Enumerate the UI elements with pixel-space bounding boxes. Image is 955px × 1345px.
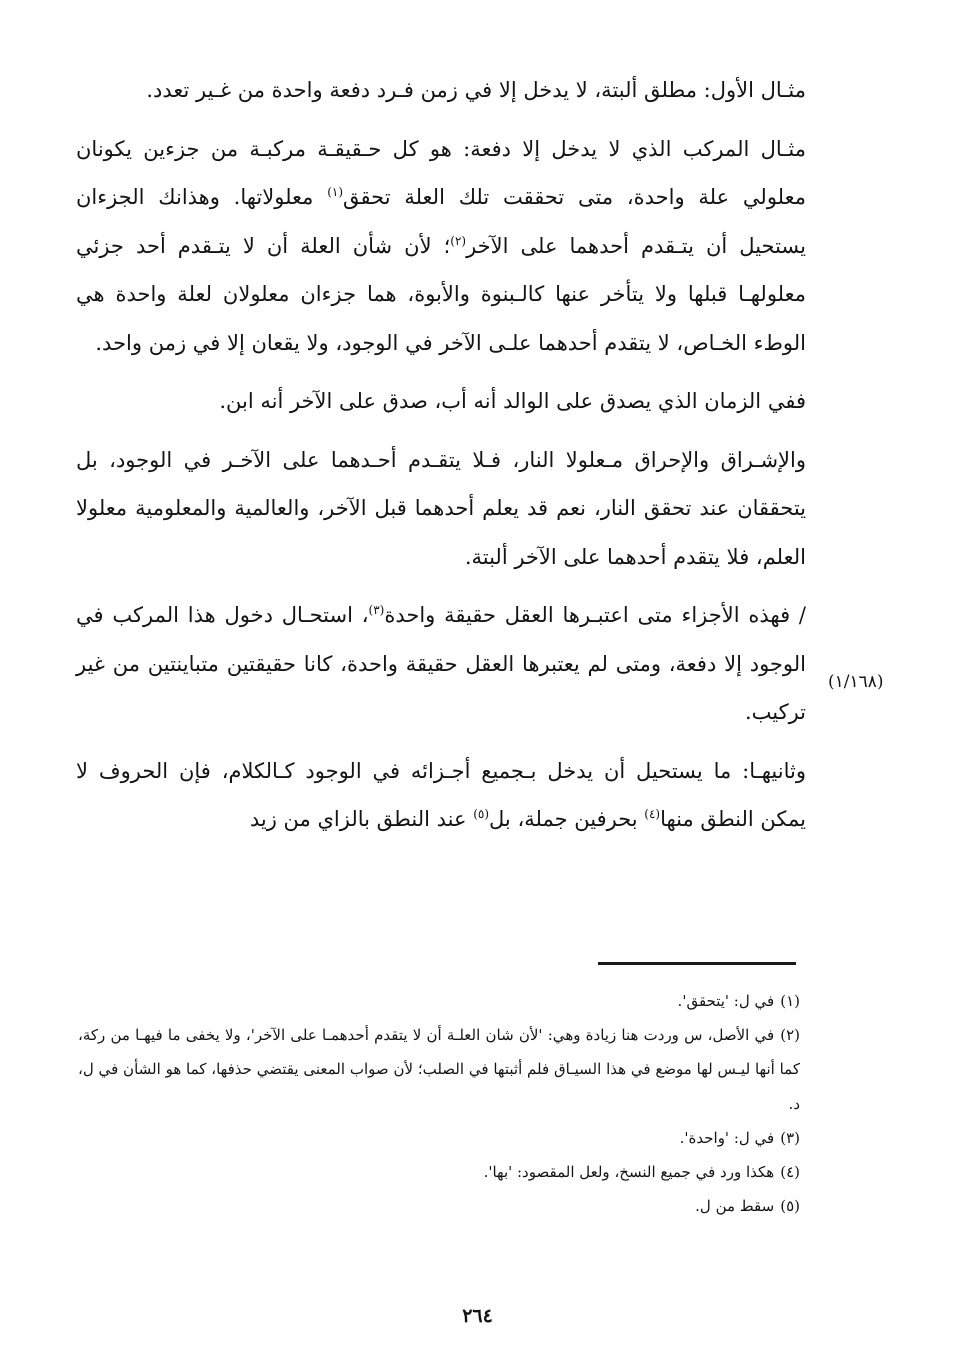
footnote-2-text: في الأصل، س وردت هنا زيادة وهي: 'لأن شان العلـة أن لا يتقدم أحدهمـا على الآخر'، ولا يخفى ما فيهـا من ركة، كما أنها ليـس لها موضع في هذا السيـاق فلم أثبتها في الصلب؛ لأن صواب المعنى يقتضي حذفها، كما هو الشأن في ل، د. [78,1026,800,1113]
paragraph-4-text: والإشـراق والإحراق مـعلولا النار، فـلا يتقـدم أحـدهما على الآخـر في الوجود، بل يتحققان عند تحقق النار، نعم قد يعلم أحدهما قبل الآخر، والعالمية والمعلومية معلولا العلم، فلا يتقدم أحدهما على الآخر ألبتة. [76,447,806,569]
footnote-ref-1[interactable]: (١) [327,185,344,199]
footnote-2 [78,1018,800,1121]
footnote-3 [78,1121,800,1155]
main-text [76,66,806,854]
paragraph-1 [76,66,806,115]
footnote-4-text: هكذا ورد في جميع النسخ، ولعل المقصود: 'بها'. [483,1163,775,1182]
footnote-1-number: (١) [780,992,800,1010]
paragraph-5-text: / فهذه الأجزاء متى اعتبـرها العقل حقيقة واحدة [384,603,807,627]
paragraph-6-text-end: عند النطق بالزاي من زيد [249,807,474,831]
paragraph-6-text-cont: بحرفين جملة، بل [489,807,645,831]
footnote-5 [78,1189,800,1223]
footnotes [78,984,800,1223]
footnote-2-number: (٢) [780,1026,800,1045]
footnote-ref-2[interactable]: (٢) [450,233,467,248]
footnote-ref-5[interactable]: (٥) [473,807,490,821]
paragraph-1-text: مثـال الأول: مطلق ألبتة، لا يدخل إلا في زمن فـرد دفعة واحدة من غـير تعدد. [146,78,806,102]
footnote-5-number: (٥) [780,1197,800,1216]
paragraph-3-text: ففي الزمان الذي يصدق على الوالد أنه أب، صدق على الآخر أنه ابن. [219,389,806,413]
paragraph-4 [76,436,806,582]
manuscript-folio-reference: (١/١٦٨) [828,672,884,692]
paragraph-2-text-cont: معلولاتها. وهذانك الجزءان يستحيل أن يتـقدم أحدهما على الآخر [76,185,806,258]
footnote-1-text: في ل: 'يتحقق'. [677,992,775,1010]
paragraph-6-text: وثانيهـا: ما يستحيل أن يدخل بـجميع أجـزائه في الوجود كـالكلام، فإن الحروف لا يمكن النطق منها [76,758,806,831]
footnote-4-number: (٤) [780,1163,800,1182]
paragraph-5 [76,591,806,737]
paragraph-5-text-cont: ، استحـال دخول هذا المركب في الوجود إلا دفعة، ومتى لم يعتبرها العقل حقيقة واحدة، كانا حقيقتين متباينتين من غير تركيب. [76,603,806,724]
footnote-5-text: سقط من ل. [695,1197,775,1216]
paragraph-2-text-end: ؛ لأن شأن العلة أن لا يتـقدم أحد جزئي معلولهـا قبلها ولا يتأخر عنها كالـبنوة والأبوة، هما جزءان معلولان لعلة واحدة هي الوطء الخـاص، لا يتقدم أحدهما علـى الآخر في الوجود، ولا يقعان إلا في زمن واحد. [76,233,806,355]
footnote-3-text: في ل: 'واحدة'. [679,1128,775,1147]
footnote-4 [78,1155,800,1189]
paragraph-3 [76,377,806,426]
paragraph-2-text: مثـال المركب الذي لا يدخل إلا دفعة: هو كل حـقيقـة مركبـة من جزءين يكونان معلولي علة واحدة، متى تحققت تلك العلة تحقق [76,136,806,209]
page-number: ٢٦٤ [462,1305,493,1327]
footnote-separator [598,962,796,965]
footnote-ref-3[interactable]: (٣) [368,603,385,617]
paragraph-6 [76,747,806,844]
paragraph-2 [76,125,806,368]
footnote-3-number: (٣) [780,1128,800,1147]
footnote-1 [78,984,800,1018]
footnote-ref-4[interactable]: (٤) [644,807,661,821]
